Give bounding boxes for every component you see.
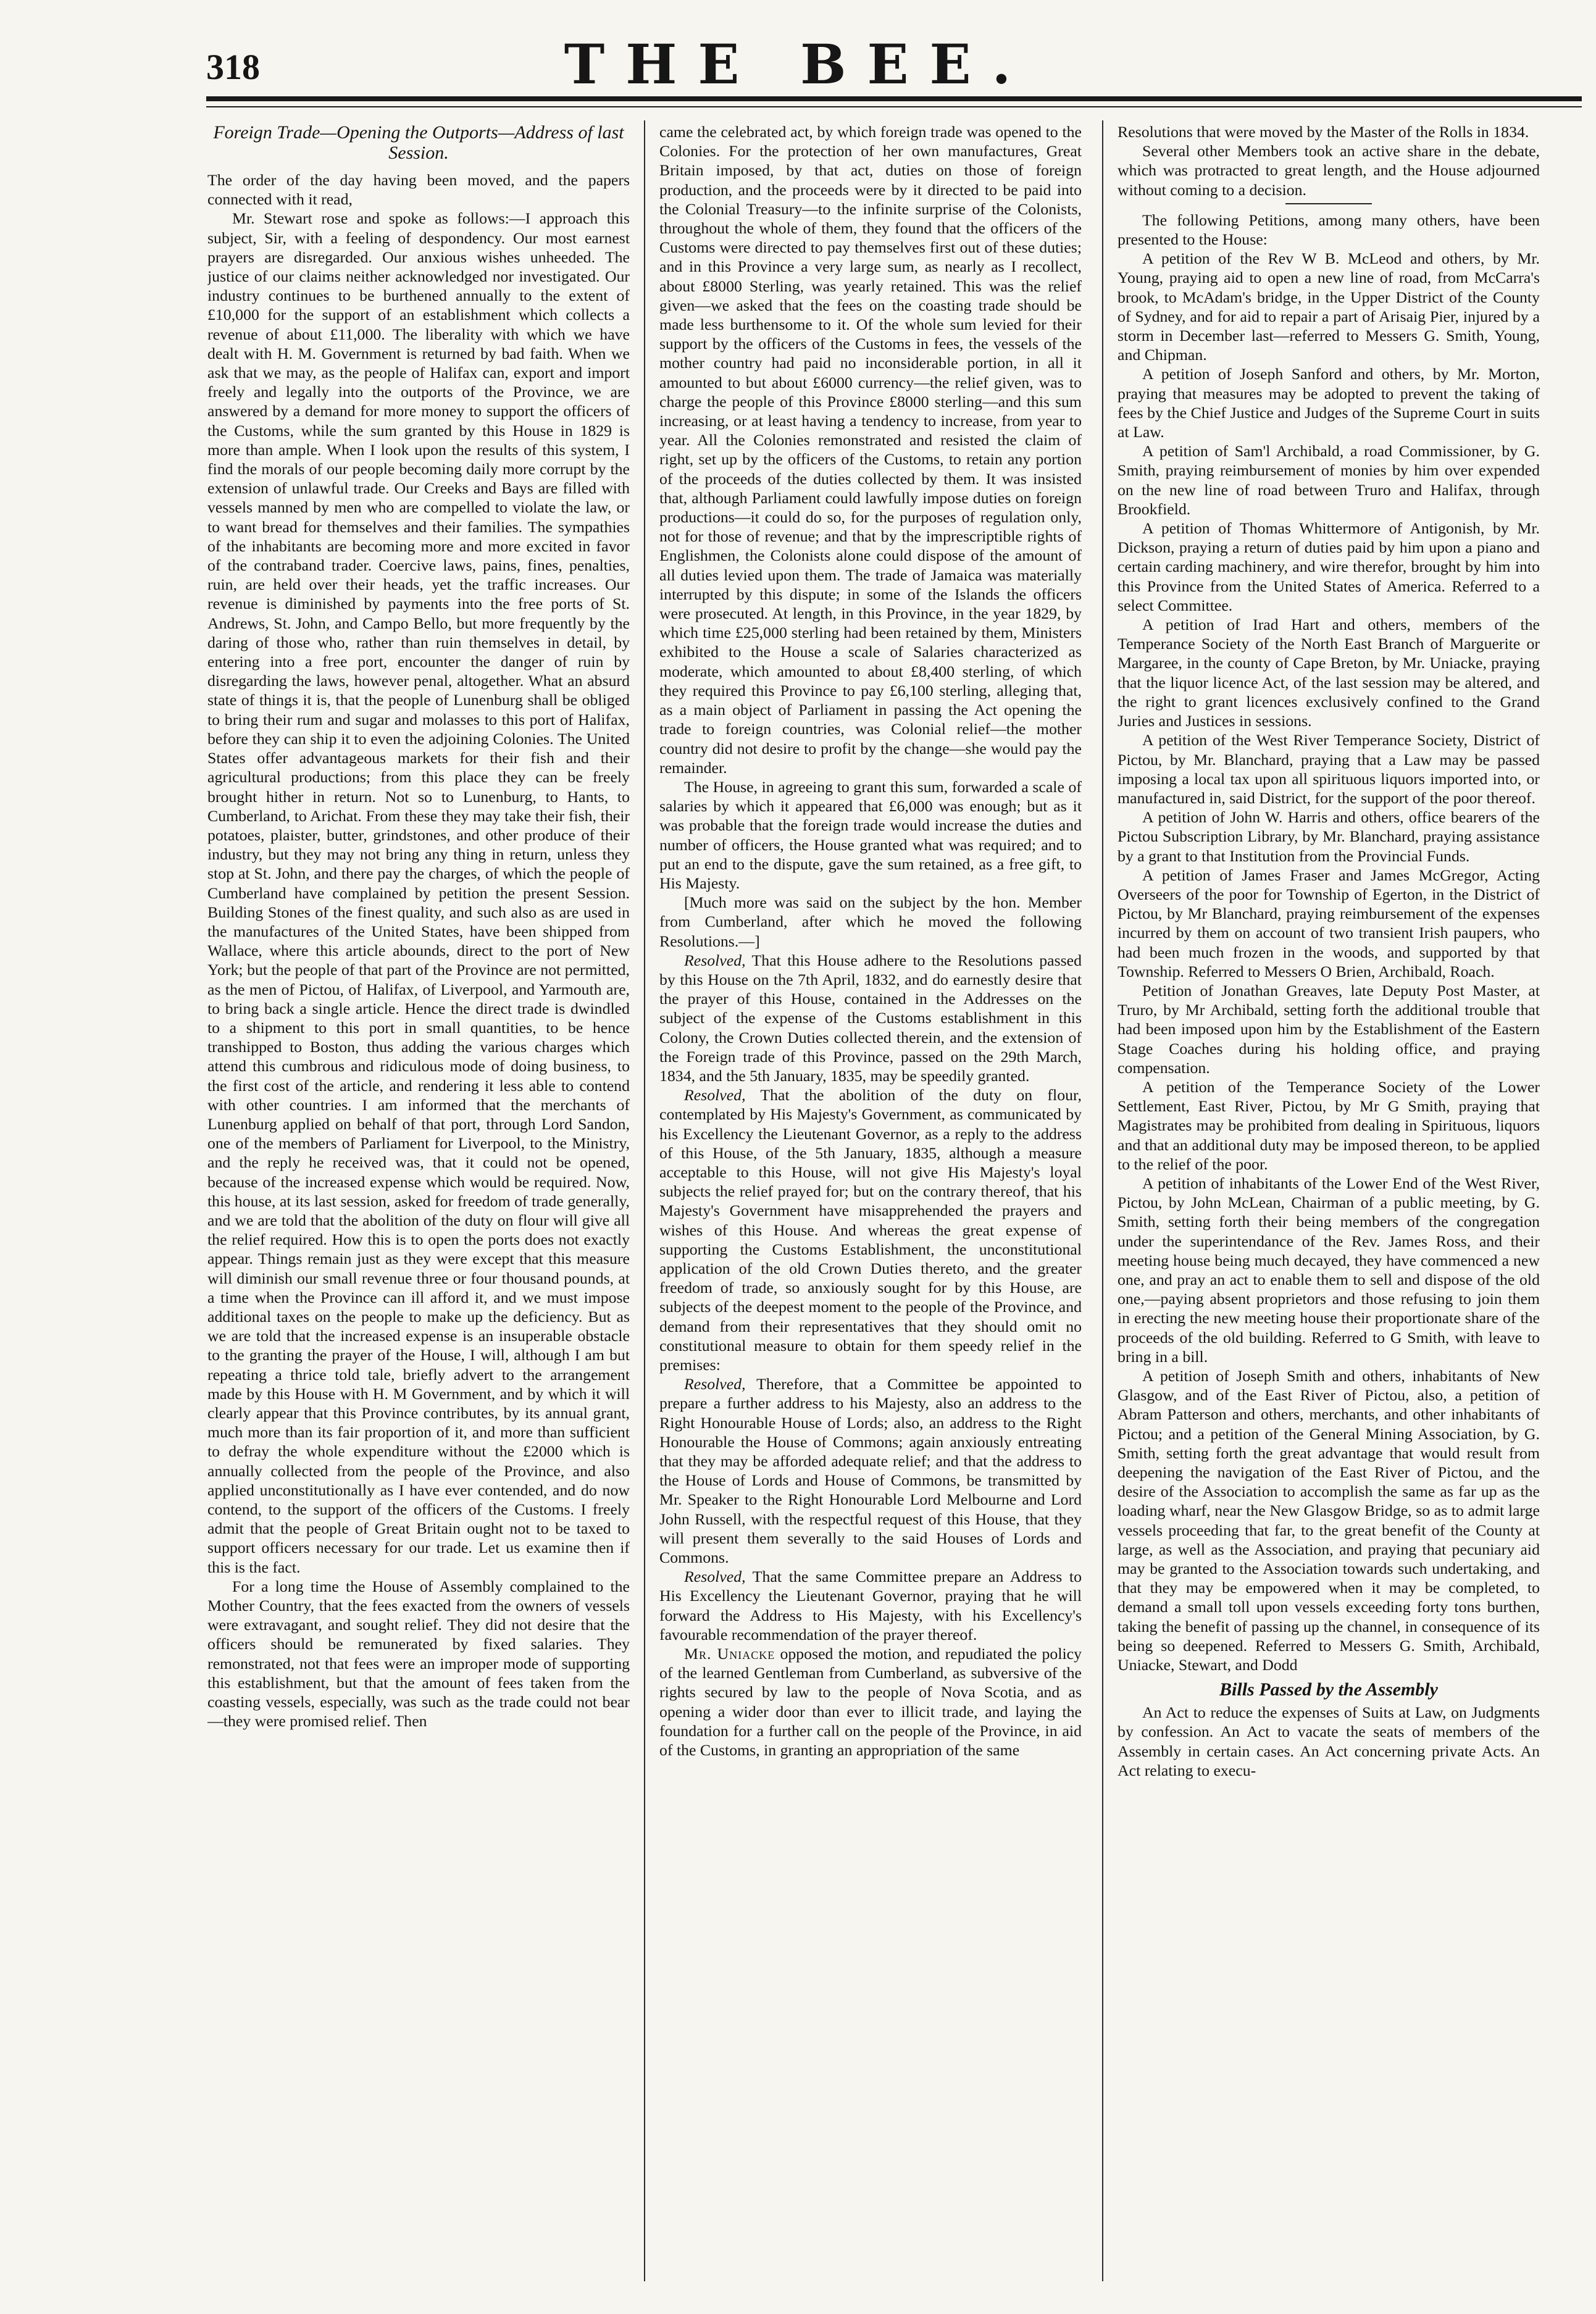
resolution-text: Therefore, that a Committee be appointed to prepare a further address to his Majesty, also an address to the Right Honourable House of Lords; also, an address to the Right Honourable the House of Commons; again anxiously entreating that they may be afforded adequate relief; and that the address to the House of Lords and House of Commons, be transmitted by Mr. Speaker to the Right Honourable Lord Melbourne and Lord John Russell, with the respectful request of this House, that they will present them severally to the said Houses of Lords and Commons.	[659, 1375, 1082, 1567]
petition-paragraph: A petition of John W. Harris and others, office bearers of the Pictou Subscription Library, by Mr. Blanchard, praying assistance by a grant to that Institution from the Provincial Funds.	[1118, 808, 1540, 865]
masthead-rule-thin	[206, 106, 1582, 107]
column-3	[1118, 122, 1540, 2295]
resolution-paragraph	[659, 1374, 1082, 1567]
resolution-paragraph	[659, 1085, 1082, 1374]
petition-paragraph: A petition of Thomas Whittermore of Antigonish, by Mr. Dickson, praying a return of duties paid by him upon a piano and certain carding machinery, and wire therefor, brought by him into this Province from the United States of America. Referred to a select Committee.	[1118, 519, 1540, 614]
column-divider-right	[1102, 120, 1103, 2281]
newspaper-title: THE BEE.	[564, 32, 1032, 96]
resolution-paragraph	[659, 951, 1082, 1085]
resolution-text: That the same Committee prepare an Address to His Excellency the Lieutenant Governor, praying that he will forward the Address to His Majesty, with his Excellency's favourable recommendation of the prayer thereof.	[659, 1568, 1082, 1644]
editorial-note: [Much more was said on the subject by the hon. Member from Cumberland, after which he moved the following Resolutions.—]	[659, 893, 1082, 950]
bills-heading: Bills Passed by the Assembly	[1219, 1679, 1438, 1700]
petition-paragraph: A petition of James Fraser and James McGregor, Acting Overseers of the poor for Township of Egerton, in the District of Pictou, by Mr Blanchard, praying reimbursement of the expenses incurred by them on account of two transient Irish paupers, who had been much frozen in the woods, and supported by that Township. Referred to Messers O Brien, Archibald, Roach.	[1118, 866, 1540, 980]
bills-paragraph: An Act to reduce the expenses of Suits at Law, on Judgments by confession. An Act to vacate the seats of members of the Assembly in certain cases. An Act concerning private Acts. An Act relating to execu-	[1118, 1703, 1540, 1779]
article-paragraph: Several other Members took an active share in the debate, which was protracted to great length, and the House adjourned without coming to a decision.	[1118, 142, 1540, 199]
article-heading: Foreign Trade—Opening the Outports—Address of last Session.	[213, 122, 624, 163]
petition-paragraph: A petition of the West River Temperance Society, District of Pictou, by Mr. Blanchard, praying that a Law may be passed imposing a local tax upon all spirituous liquors imported into, or manufactured in, said District, for the support of the poor thereof.	[1118, 731, 1540, 807]
petition-paragraph: A petition of Joseph Smith and others, inhabitants of New Glasgow, and of the East River of Pictou, also, a petition of Abram Patterson and others, merchants, and other inhabitants of Pictou; and a petition of the General Mining Association, by G. Smith, setting forth the great advantage that would result from deepening the navigation of the East River of Pictou, and the desire of the Association to accomplish the same as far up as the loading wharf, near the New Glasgow Bridge, so as to admit large vessels proceeding that far, to the great benefit of the County at large, as well as the Association, and praying that pecuniary aid may be granted to the Association towards such undertaking, and that they may be empowered when it may be completed, to demand a small toll upon vessels exceeding forty tons burthen, taking the benefit of passing up the channel, in consequence of its being so deepened. Referred to Messers G. Smith, Archibald, Uniacke, Stewart, and Dodd	[1118, 1367, 1540, 1674]
petition-paragraph: A petition of Joseph Sanford and others, by Mr. Morton, praying that measures may be adopted to prevent the taking of fees by the Chief Justice and Judges of the Supreme Court in suits at Law.	[1118, 365, 1540, 441]
article-paragraph: The order of the day having been moved, and the papers connected with it read,	[207, 171, 630, 209]
masthead-rule-thick	[206, 96, 1582, 101]
petition-paragraph: A petition of Sam'l Archibald, a road Commissioner, by G. Smith, praying reimbursement of monies by him over expended on the new line of road between Truro and Halifax, through Brookfield.	[1118, 442, 1540, 518]
masthead	[0, 0, 1596, 117]
resolution-text: That the abolition of the duty on flour, contemplated by His Majesty's Government, as communicated by his Excellency the Lieutenant Governor, as a reply to the address of this House, of the 5th January, 1835, although a measure acceptable to this House, will not give His Majesty's loyal subjects the relief prayed for; but on the contrary thereof, that his Majesty's Government have misapprehended the prayers and wishes of this House. And whereas the great expense of supporting the Customs Establishment, the unconstitutional application of the old Crown Duties thereto, and the greater freedom of trade, so anxiously sought for by this House, are subjects of the deepest moment to the people of the Province, and demand from their representatives that they should omit no constitutional measure to obtain for them speedy relief in the premises:	[659, 1086, 1082, 1374]
article-paragraph: For a long time the House of Assembly complained to the Mother Country, that the fees exacted from the owners of vessels were extravagant, and sought relief. They did not desire that the officers should be remunerated by fixed salaries. They remonstrated, not that fees were an improper mode of supporting this establishment, but that the amount of fees taken from the coasting vessels, especially, was such as the trade could not bear—they were promised relief. Then	[207, 1577, 630, 1731]
resolution-paragraph	[659, 1567, 1082, 1644]
petition-paragraph: A petition of inhabitants of the Lower End of the West River, Pictou, by John McLean, Chairman of a public meeting, by G. Smith, setting forth their being members of the congregation under the superintendance of the Rev. James Ross, and their meeting house being much decayed, they have commenced a new one, and pray an act to enable them to sell and dispose of the old one,—paying absent proprietors and those refusing to join them in erecting the new meeting house their proportionate share of the proceeds of the old building. Referred to G Smith, with leave to bring in a bill.	[1118, 1174, 1540, 1366]
speaker-text: opposed the motion, and repudiated the policy of the learned Gentleman from Cumberland, as subversive of the rights secured by law to the people of Nova Scotia, and as opening a wider door than ever to illicit trade, and laying the foundation for a further call on the people of the Province, in aid of the Customs, in granting an appropriation of the same	[659, 1645, 1082, 1760]
page-number: 318	[206, 47, 260, 87]
petition-paragraph: Petition of Jonathan Greaves, late Deputy Post Master, at Truro, by Mr Archibald, setting forth the additional trouble that had been imposed upon him by the Establishment of the Eastern Stage Coaches during his holding office, and praying compensation.	[1118, 981, 1540, 1077]
petitions-intro: The following Petitions, among many others, have been presented to the House:	[1118, 211, 1540, 249]
resolution-label: Resolved,	[684, 1568, 746, 1586]
resolution-label: Resolved,	[684, 1086, 746, 1105]
petitions-list	[1118, 249, 1540, 1674]
article-paragraph	[659, 1644, 1082, 1760]
column-divider-left	[644, 120, 645, 2281]
petition-paragraph: A petition of the Rev W B. McLeod and others, by Mr. Young, praying aid to open a new line of road, from McCarra's brook, to McAdam's bridge, in the Upper District of the County of Sydney, and for aid to repair a part of Arisaig Pier, injured by a storm in December last—referred to Messers G. Smith, Young, and Chipman.	[1118, 249, 1540, 364]
article-paragraph: Resolutions that were moved by the Master of the Rolls in 1834.	[1118, 123, 1529, 141]
section-separator	[1285, 203, 1372, 204]
speaker-name: Mr. Uniacke	[684, 1645, 775, 1663]
petition-paragraph: A petition of the Temperance Society of the Lower Settlement, East River, Pictou, by Mr G Smith, praying that Magistrates may be prohibited from dealing in Spirituous, liquors and that an additional duty may be imposed thereon, to be applied to the relief of the poor.	[1118, 1077, 1540, 1173]
article-paragraph: The House, in agreeing to grant this sum, forwarded a scale of salaries by which it appeared that £6,000 was enough; but as it was probable that the foreign trade would increase the duties and number of officers, the House granted what was required; and to put an end to the dispute, gave the sum retained, as a free gift, to His Majesty.	[659, 777, 1082, 892]
column-1	[207, 122, 630, 2295]
resolution-label: Resolved,	[684, 1375, 746, 1393]
resolution-text: That this House adhere to the Resolutions passed by this House on the 7th April, 1832, and do earnestly desire that the prayer of this House, contained in the Addresses on the subject of the expense of the Customs establishment in this Colony, the Crown Duties collected therein, and the extension of the Foreign trade of this Province, passed on the 29th March, 1834, and the 5th January, 1835, may be speedily granted.	[659, 951, 1082, 1085]
article-paragraph: came the celebrated act, by which foreign trade was opened to the Colonies. For the protection of her own manufactures, Great Britain imposed, by that act, duties on those of foreign production, and the proceeds were by it directed to be paid into the Colonial Treasury—to the infinite surprise of the Colonists, throughout the whole of them, they found that the officers of the Customs were directed to pay themselves first out of these duties; and in this Province a very large sum, as nearly as I recollect, about £8000 Sterling, was yearly retained. This was the relief given—we asked that the fees on the coasting trade should be made less burthensome to it. Of the whole sum levied for their support by the officers of the Customs in fees, the vessels of the mother country had paid no inconsiderable portion, in all it amounted to but about £6000 currency—the relief given, was to charge the people of this Province £8000 sterling—and this sum increasing, or at least having a tendency to increase, from year to year. All the Colonies remonstrated and resisted the claim of right, set up by the officers of the Customs, to retain any portion of the proceeds of the duties collected by them. It was insisted that, although Parliament could lawfully impose duties on foreign productions—it could do so, for the purposes of regulation only, not for those of revenue; and that by the imprescriptible rights of Englishmen, the Colonists alone could dispose of the amount of all duties levied upon them. The trade of Jamaica was materially interrupted by this dispute; in some of the Islands the officers were prosecuted. At length, in this Province, in the year 1829, by which time £25,000 sterling had been retained by them, Ministers exhibited to the House a scale of Salaries characterized as moderate, which amounted to about £8,400 sterling, of which they required this Province to pay £6,100 sterling, alleging that, as a main object of Parliament in passing the Act opening the trade to foreign countries, was Colonial relief—the mother country did not desire to profit by the change—she would pay the remainder.	[659, 123, 1082, 777]
resolution-label: Resolved,	[684, 951, 746, 969]
column-2	[659, 122, 1082, 2295]
article-paragraph: Mr. Stewart rose and spoke as follows:—I approach this subject, Sir, with a feeling of despondency. Our most earnest prayers are disregarded. Our anxious wishes unheeded. The justice of our claims neither acknowledged nor investigated. Our industry continues to be burthened annually to the extent of £10,000 for the support of an establishment which collects a revenue of about £11,000. The liberality with which we have dealt with H. M. Government is returned by bad faith. When we ask that we may, as the people of Halifax can, export and import freely and legally into the outports of the Province, we are answered by a demand for more money to support the officers of the Customs, while the sum granted by this House in 1829 is more than ample. When I look upon the results of this system, I find the morals of our people becoming daily more corrupt by the extension of unlawful trade. Our Creeks and Bays are filled with vessels manned by men who are compelled to violate the law, or to want bread for themselves and their families. The sympathies of the inhabitants are becoming more and more excited in favor of the contraband trader. Coercive laws, pains, fines, penalties, ruin, are held over their heads, yet the traffic increases. Our revenue is diminished by payments into the free ports of St. Andrews, St. John, and Campo Bello, but more frequently by the daring of those who, rather than ruin themselves in detail, by entering into a free port, encounter the danger of ruin by disregarding the laws, however penal, altogether. What an absurd state of things it is, that the people of Lunenburg shall be obliged to bring their rum and sugar and molasses to this port of Halifax, before they can ship it to even the adjoining Colonies. The United States offer advantageous markets for their fish and their agricultural productions; from this place they can be freely brought hither in return. Not so to Lunenburg, to Hants, to Cumberland, to Arichat. From these they may take their fish, their potatoes, plaister, butter, grindstones, and other produce of their industry, but they may not bring any thing in return, unless they stop at St. John, and there pay the charges, of which the people of Cumberland have complained by petition the present Session. Building Stones of the finest quality, and such also as are used in the manufactures of the United States, have been shipped from Wallace, where this article abounds, direct to the port of New York; but the people of that part of the Province are not permitted, as the men of Pictou, of Halifax, of Liverpool, and Yarmouth are, to bring back a single article. Hence the direct trade is dwindled to a shipment to this port in small quantities, to be hence transhipped to Boston, thus adding the various charges which attend this cumbrous and ridiculous mode of doing business, to the first cost of the article, and rendering it less able to contend with other countries. I am informed that the merchants of Lunenburg applied on behalf of that port, through Lord Sandon, one of the members of Parliament for Liverpool, to the Ministry, and the reply he received was, that it could not be opened, because of the increased expense which would be required. Now, this house, at its last session, asked for freedom of trade generally, and we are told that the abolition of the duty on flour will give all the relief required. How this is to open the ports does not exactly appear. Things remain just as they were except that this measure will diminish our small revenue three or four thousand pounds, at a time when the Province can ill afford it, and we must impose additional taxes on the people to make up the deficiency. But as we are told that the increased expense is an insuperable obstacle to the granting the prayer of the House, I will, although I am but repeating a thrice told tale, briefly advert to the arrangement made by this House with H. M Government, and by which it will clearly appear that this Province contributes, by its annual grant, much more than its fair proportion of it, and more than sufficient to defray the whole expenditure without the £2000 which is annually collected from the people of the Province, and also applied unconstitutionally as I have ever contended, and do now contend, to the support of the officers of the Customs. I freely admit that the people of Great Britain ought not to be taxed to support officers necessary for our trade. Let us examine then if this is the fact.	[207, 209, 630, 1576]
petition-paragraph: A petition of Irad Hart and others, members of the Temperance Society of the North East Branch of Marguerite or Margaree, in the county of Cape Breton, by Mr. Uniacke, praying that the liquor licence Act, of the last session may be altered, and the right to grant licences exclusively confined to the Grand Juries and Justices in sessions.	[1118, 616, 1540, 730]
